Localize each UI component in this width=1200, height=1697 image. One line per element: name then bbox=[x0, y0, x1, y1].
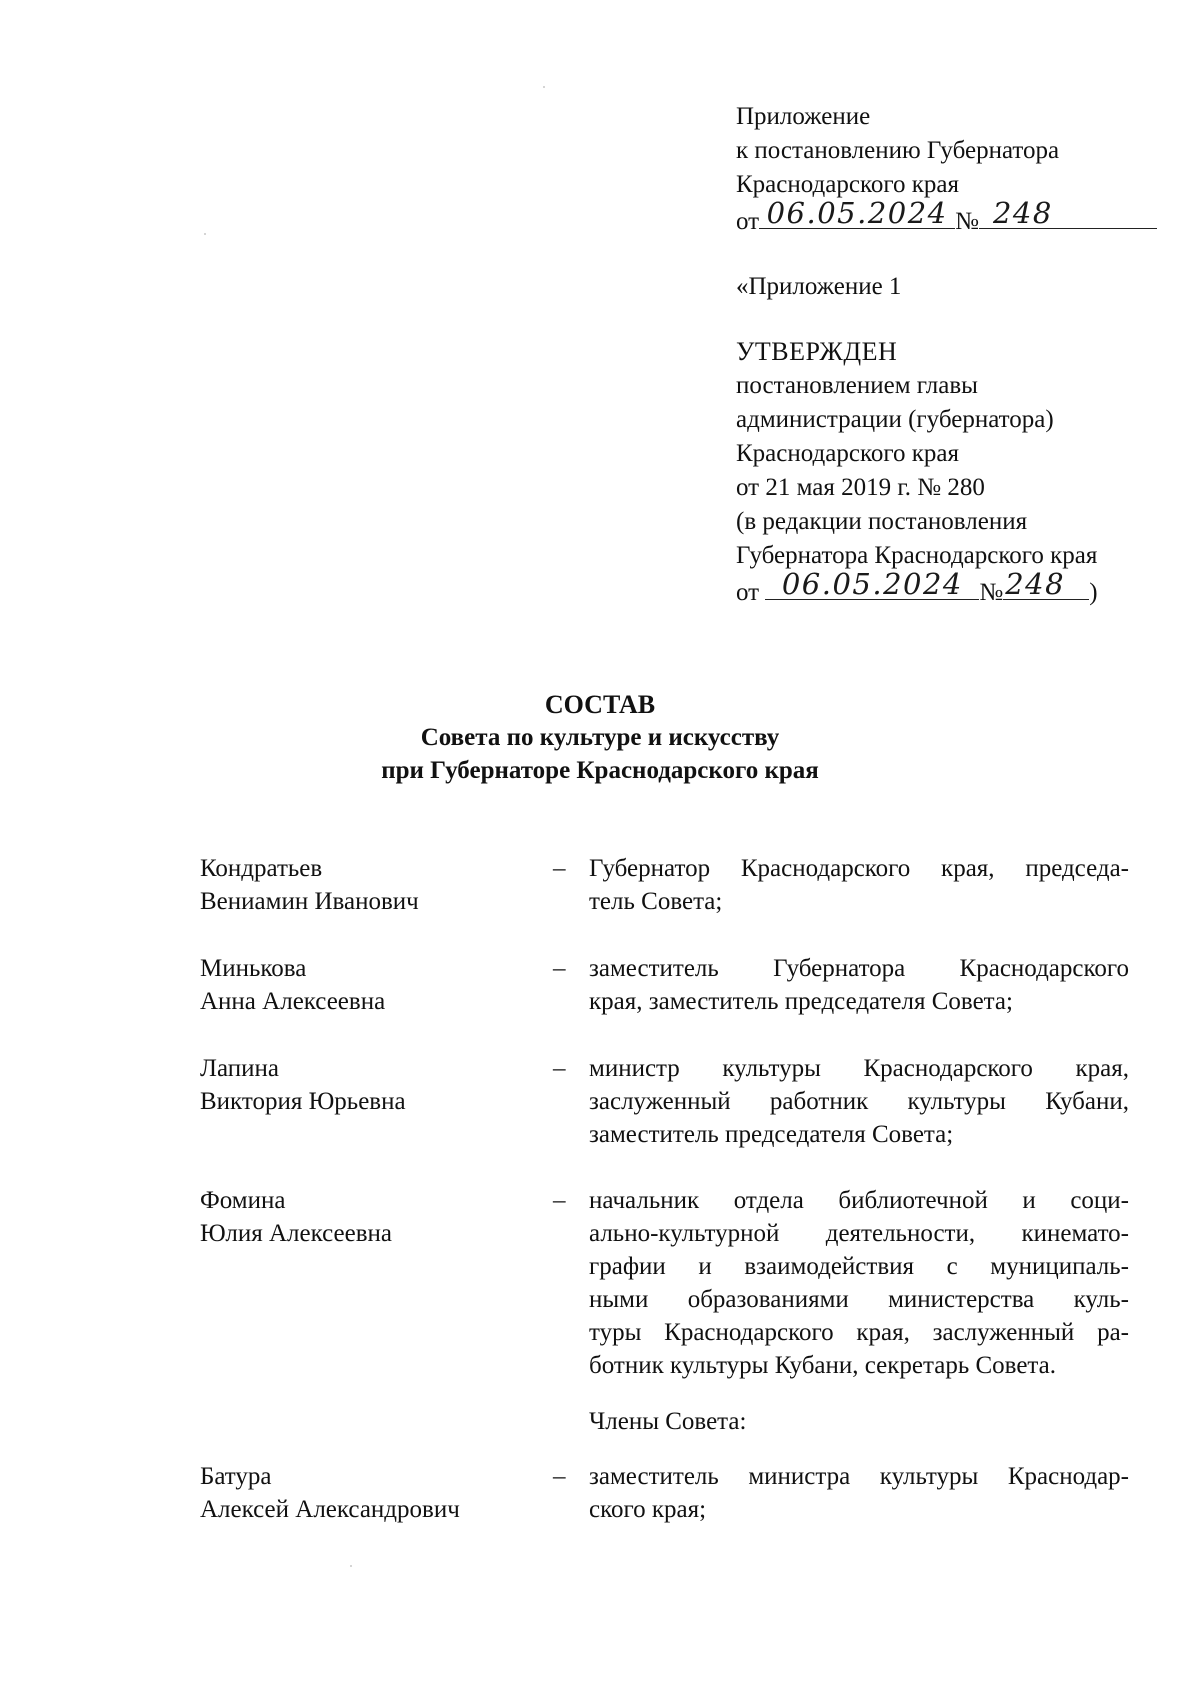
appendix-1-label: «Приложение 1 bbox=[736, 273, 902, 300]
approved-label: УТВЕРЖДЕН bbox=[736, 337, 898, 366]
handwritten-decree-date: 06.05.2024 bbox=[766, 196, 948, 230]
role-line: заместитель председателя Совета; bbox=[589, 1121, 954, 1148]
role-line: туры Краснодарского края, заслуженный ра- bbox=[589, 1319, 1129, 1346]
number-sign: № bbox=[955, 208, 979, 235]
member-surname: Кондратьев bbox=[200, 855, 323, 882]
approved-region: Краснодарского края bbox=[736, 440, 959, 467]
decree-number-field bbox=[979, 196, 1157, 230]
original-decree-date: от 21 мая 2019 г. № 280 bbox=[736, 474, 985, 501]
member-role bbox=[589, 1460, 1129, 1526]
role-line: ского края; bbox=[589, 1496, 707, 1523]
member-name bbox=[200, 1052, 540, 1118]
role-line: ально-культурной деятельности, кинемато- bbox=[589, 1220, 1129, 1247]
role-line: края, заместитель председателя Совета; bbox=[589, 988, 1013, 1015]
document-title bbox=[0, 688, 1200, 787]
member-surname: Батура bbox=[200, 1463, 272, 1490]
member-role bbox=[589, 852, 1129, 918]
title-line-2: Совета по культуре и искусству bbox=[420, 724, 780, 751]
member-given-names: Вениамин Иванович bbox=[200, 888, 419, 915]
member-surname: Лапина bbox=[200, 1055, 279, 1082]
edition-date-field bbox=[765, 567, 979, 601]
member-given-names: Алексей Александрович bbox=[200, 1496, 460, 1523]
appendix-header bbox=[736, 100, 1176, 610]
member-surname: Минькова bbox=[200, 955, 307, 982]
member-role bbox=[589, 1184, 1129, 1382]
role-line: ботник культуры Кубани, секретарь Совета. bbox=[589, 1352, 1056, 1379]
member-role bbox=[589, 1052, 1129, 1151]
edition-line-1: (в редакции постановления bbox=[736, 508, 1028, 535]
handwritten-edition-number: 248 bbox=[1005, 567, 1066, 601]
member-name bbox=[200, 952, 540, 1018]
edition-number-field bbox=[1003, 567, 1089, 601]
role-line: начальник отдела библиотечной и соци- bbox=[589, 1187, 1129, 1214]
council-members-heading: Члены Совета: bbox=[589, 1408, 747, 1435]
role-line: Губернатор Краснодарского края, председа- bbox=[589, 855, 1129, 882]
role-line: графии и взаимодействия с муниципаль- bbox=[589, 1253, 1129, 1280]
role-line: заслуженный работник культуры Кубани, bbox=[589, 1088, 1129, 1115]
member-given-names: Виктория Юрьевна bbox=[200, 1088, 406, 1115]
scan-speck bbox=[204, 233, 206, 235]
date-prefix: от bbox=[736, 208, 760, 235]
edition-date-prefix: от bbox=[736, 579, 760, 606]
role-line: тель Совета; bbox=[589, 888, 723, 915]
role-line: ными образованиями министерства куль- bbox=[589, 1286, 1129, 1313]
edition-date-number-row bbox=[736, 567, 1176, 610]
title-line-1: СОСТАВ bbox=[544, 690, 656, 719]
role-line: министр культуры Краснодарского края, bbox=[589, 1055, 1129, 1082]
appendix-label: Приложение bbox=[736, 103, 871, 130]
member-surname: Фомина bbox=[200, 1187, 286, 1214]
role-line: заместитель министра культуры Краснодар- bbox=[589, 1463, 1129, 1490]
member-dash: – bbox=[553, 1187, 566, 1214]
title-line-3: при Губернаторе Краснодарского края bbox=[381, 757, 819, 784]
approved-by-line-1: постановлением главы bbox=[736, 372, 978, 399]
member-dash: – bbox=[553, 955, 566, 982]
handwritten-edition-date: 06.05.2024 bbox=[781, 567, 963, 601]
member-dash: – bbox=[553, 855, 566, 882]
member-given-names: Юлия Алексеевна bbox=[200, 1220, 392, 1247]
decree-reference: к постановлению Губернатора bbox=[736, 137, 1060, 164]
region-name: Краснодарского края bbox=[736, 171, 959, 198]
handwritten-decree-number: 248 bbox=[992, 196, 1053, 230]
member-role bbox=[589, 952, 1129, 1018]
decree-date-field bbox=[759, 196, 955, 230]
role-line: заместитель Губернатора Краснодарского bbox=[589, 955, 1129, 982]
edition-line-2: Губернатора Краснодарского края bbox=[736, 542, 1098, 569]
member-dash: – bbox=[553, 1055, 566, 1082]
member-name bbox=[200, 1460, 540, 1526]
edition-number-sign: № bbox=[979, 579, 1004, 606]
member-name bbox=[200, 852, 540, 918]
decree-date-number-row bbox=[736, 196, 1176, 239]
edition-close-paren: ) bbox=[1089, 579, 1098, 606]
scan-speck bbox=[543, 86, 545, 88]
member-name bbox=[200, 1184, 540, 1250]
member-dash: – bbox=[553, 1463, 566, 1490]
approved-by-line-2: администрации (губернатора) bbox=[736, 406, 1054, 433]
scan-speck bbox=[350, 1565, 352, 1567]
member-given-names: Анна Алексеевна bbox=[200, 988, 386, 1015]
